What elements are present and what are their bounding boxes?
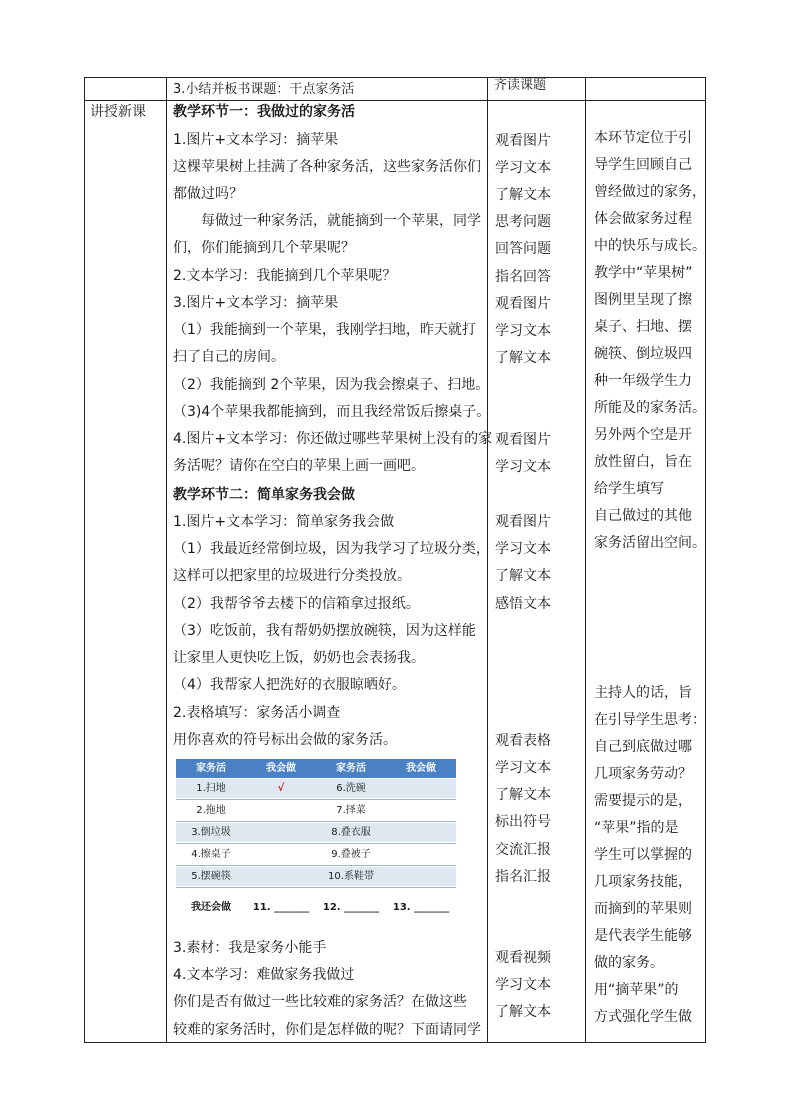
design-intent-line: 体会做家务过程 [594, 211, 692, 227]
survey-footer-cell: 12. _______ [322, 902, 380, 913]
survey-footer-cell: 13. _______ [392, 902, 450, 913]
content-line: 这棵苹果树上挂满了各种家务活，这些家务活你们 [173, 159, 481, 175]
chore-name: 3.倒垃圾 [191, 827, 231, 838]
survey-row [176, 801, 456, 820]
content-line: 1.图片+文本学习：摘苹果 [173, 132, 339, 148]
design-intent-line: 家务活留出空间。 [594, 535, 706, 551]
survey-footer-cell: 11. _______ [252, 902, 310, 913]
chore-name: 2.拖地 [196, 805, 226, 816]
content-line: 让家里人更快吃上饭，奶奶也会表扬我。 [173, 650, 425, 666]
design-intent-line: 所能及的家务活。 [594, 400, 706, 416]
activity-item: 观看视频 [495, 950, 551, 966]
activity-item: 观看表格 [495, 733, 551, 749]
activity-item: 学习文本 [495, 977, 551, 993]
chore-name: 9.叠被子 [331, 849, 371, 860]
survey-row [176, 845, 456, 864]
activity-item: 了解文本 [495, 568, 551, 584]
activity-item: 观看图片 [495, 133, 551, 149]
section-label: 讲授新课 [90, 104, 146, 120]
design-intent-line: 曾经做过的家务， [594, 184, 706, 200]
design-intent-line: 需要提示的是， [594, 793, 692, 809]
chore-mark [386, 823, 456, 842]
table-top-border [84, 77, 706, 78]
design-intent-line: 导学生回顾自己 [594, 157, 692, 173]
survey-row [176, 779, 456, 798]
activity-item: 观看图片 [495, 432, 551, 448]
design-intent-line: 碗筷、倒垃圾四 [594, 346, 692, 362]
activity-item: 标出符号 [495, 814, 551, 830]
content-line: 们，你们能摘到几个苹果呢？ [173, 240, 355, 256]
chore-mark [246, 845, 316, 864]
survey-header-cell: 家务活 [336, 763, 366, 774]
survey-row-separator [176, 821, 456, 822]
content-line: 较难的家务活时，你们是怎样做的呢？下面请同学 [173, 1022, 481, 1038]
activity-item: 交流汇报 [495, 842, 551, 858]
activity-item: 指名回答 [495, 269, 551, 285]
survey-row-separator [176, 865, 456, 866]
activity-item: 了解文本 [495, 187, 551, 203]
content-line: （4）我帮家人把洗好的衣服晾晒好。 [173, 677, 406, 693]
content-line: 用你喜欢的符号标出会做的家务活。 [173, 732, 397, 748]
header-row-divider [84, 100, 706, 101]
chore-mark [386, 801, 456, 820]
content-line: 你们是否有做过一些比较难的家务活？在做这些 [173, 994, 467, 1010]
survey-footer-cell: 我还会做 [191, 902, 231, 913]
design-intent-line: 放性留白，旨在 [594, 454, 692, 470]
chore-survey-table [176, 759, 456, 917]
activity-item: 回答问题 [495, 241, 551, 257]
content-line: 扫了自己的房间。 [173, 349, 285, 365]
chore-mark [246, 801, 316, 820]
activity-item: 学习文本 [495, 760, 551, 776]
design-intent-line: 方式强化学生做 [594, 1009, 692, 1025]
survey-header-cell: 我会做 [406, 763, 436, 774]
design-intent-line: 自己做过的其他 [594, 508, 692, 524]
content-line: 3.图片+文本学习：摘苹果 [173, 295, 339, 311]
activity-item: 了解文本 [495, 787, 551, 803]
chore-mark [386, 779, 456, 798]
survey-header-cell: 家务活 [196, 763, 226, 774]
col-border-activity [585, 77, 586, 1043]
activity-item: 了解文本 [495, 350, 551, 366]
chore-mark [246, 823, 316, 842]
chore-name: 7.择菜 [336, 805, 366, 816]
design-intent-block-1 [594, 125, 706, 557]
design-intent-block-2 [594, 680, 706, 1031]
design-intent-line: 学生可以掌握的 [594, 847, 692, 863]
chore-name: 10.系鞋带 [328, 871, 374, 882]
design-intent-line: 自己到底做过哪 [594, 739, 692, 755]
activity-item: 指名汇报 [495, 869, 551, 885]
activity-item: 学习文本 [495, 160, 551, 176]
content-line: 4.图片+文本学习：你还做过哪些苹果树上没有的家 [173, 431, 493, 447]
design-intent-line: 本环节定位于引 [594, 130, 692, 146]
design-intent-line: 几项家务劳动？ [594, 766, 692, 782]
chore-name: 5.摆碗筷 [191, 871, 231, 882]
activity-item: 了解文本 [495, 1004, 551, 1020]
survey-header-cell: 我会做 [266, 763, 296, 774]
content-line: （2）我能摘到 2个苹果，因为我会擦桌子、扫地。 [173, 377, 490, 393]
chore-mark [246, 867, 316, 886]
chore-mark: √ [277, 783, 285, 794]
content-line: 3.素材：我是家务小能手 [173, 940, 327, 956]
content-line: （2）我帮爷爷去楼下的信箱拿过报纸。 [173, 596, 420, 612]
header-row-activity: 齐读课题 [494, 78, 547, 93]
design-intent-line: 做的家务。 [594, 955, 664, 971]
design-intent-line: 教学中“苹果树” [594, 265, 693, 281]
content-line: 1.图片+文本学习：简单家务我会做 [173, 514, 395, 530]
activity-item: 学习文本 [495, 459, 551, 475]
design-intent-line: 种一年级学生力 [594, 373, 692, 389]
content-line: 每做过一种家务活，就能摘到一个苹果，同学 [173, 213, 481, 229]
chore-name: 6.洗碗 [336, 783, 366, 794]
chore-name: 1.扫地 [196, 783, 226, 794]
content-line: 教学环节二：简单家务我会做 [173, 487, 355, 503]
survey-footer-row [176, 898, 456, 917]
chore-name: 4.擦桌子 [191, 849, 231, 860]
content-line: （3)4个苹果我都能摘到，而且我经常饭后擦桌子。 [173, 404, 491, 420]
content-line: （1）我最近经常倒垃圾，因为我学习了垃圾分类， [173, 541, 490, 557]
survey-row [176, 867, 456, 886]
activity-item: 学习文本 [495, 541, 551, 557]
design-intent-line: 而摘到的苹果则 [594, 901, 692, 917]
activity-item: 学习文本 [495, 323, 551, 339]
design-intent-line: 是代表学生能够 [594, 928, 692, 944]
table-bottom-border [84, 1042, 706, 1043]
design-intent-line: “苹果”指的是 [594, 820, 679, 836]
content-line: 4.文本学习：难做家务我做过 [173, 967, 355, 983]
col-border-left [84, 77, 85, 1043]
survey-row-separator [176, 799, 456, 800]
chore-name: 8.叠衣服 [331, 827, 371, 838]
content-line: 都做过吗？ [173, 186, 243, 202]
design-intent-line: 用“摘苹果”的 [594, 982, 679, 998]
activity-item: 思考问题 [495, 214, 551, 230]
content-line: 教学环节一：我做过的家务活 [173, 104, 355, 120]
activity-item: 观看图片 [495, 296, 551, 312]
content-line: 这样可以把家里的垃圾进行分类投放。 [173, 568, 411, 584]
survey-header-row [176, 759, 456, 778]
col-border-section [166, 77, 167, 1043]
activity-item: 感悟文本 [495, 596, 551, 612]
activity-item: 观看图片 [495, 514, 551, 530]
content-line: 务活呢？请你在空白的苹果上画一画吧。 [173, 458, 425, 474]
survey-row [176, 823, 456, 842]
survey-row-separator [176, 887, 456, 888]
chore-mark [386, 845, 456, 864]
content-line: （3）吃饭前，我有帮奶奶摆放碗筷，因为这样能 [173, 623, 476, 639]
content-line: （1）我能摘到一个苹果，我刚学扫地，昨天就打 [173, 322, 476, 338]
chore-mark [386, 867, 456, 886]
col-border-content [487, 77, 488, 1043]
design-intent-line: 几项家务技能， [594, 874, 692, 890]
design-intent-line: 桌子、扫地、摆 [594, 319, 692, 335]
design-intent-line: 给学生填写 [594, 481, 664, 497]
design-intent-line: 主持人的话，旨 [594, 685, 692, 701]
design-intent-line: 图例里呈现了擦 [594, 292, 692, 308]
design-intent-line: 另外两个空是开 [594, 427, 692, 443]
content-line: 2.文本学习：我能摘到几个苹果呢？ [173, 268, 397, 284]
header-row-content: 3.小结并板书课题：干点家务活 [173, 82, 355, 97]
design-intent-line: 在引导学生思考： [594, 712, 706, 728]
survey-row-separator [176, 843, 456, 844]
design-intent-line: 中的快乐与成长。 [594, 238, 706, 254]
content-line: 2.表格填写：家务活小调查 [173, 705, 341, 721]
